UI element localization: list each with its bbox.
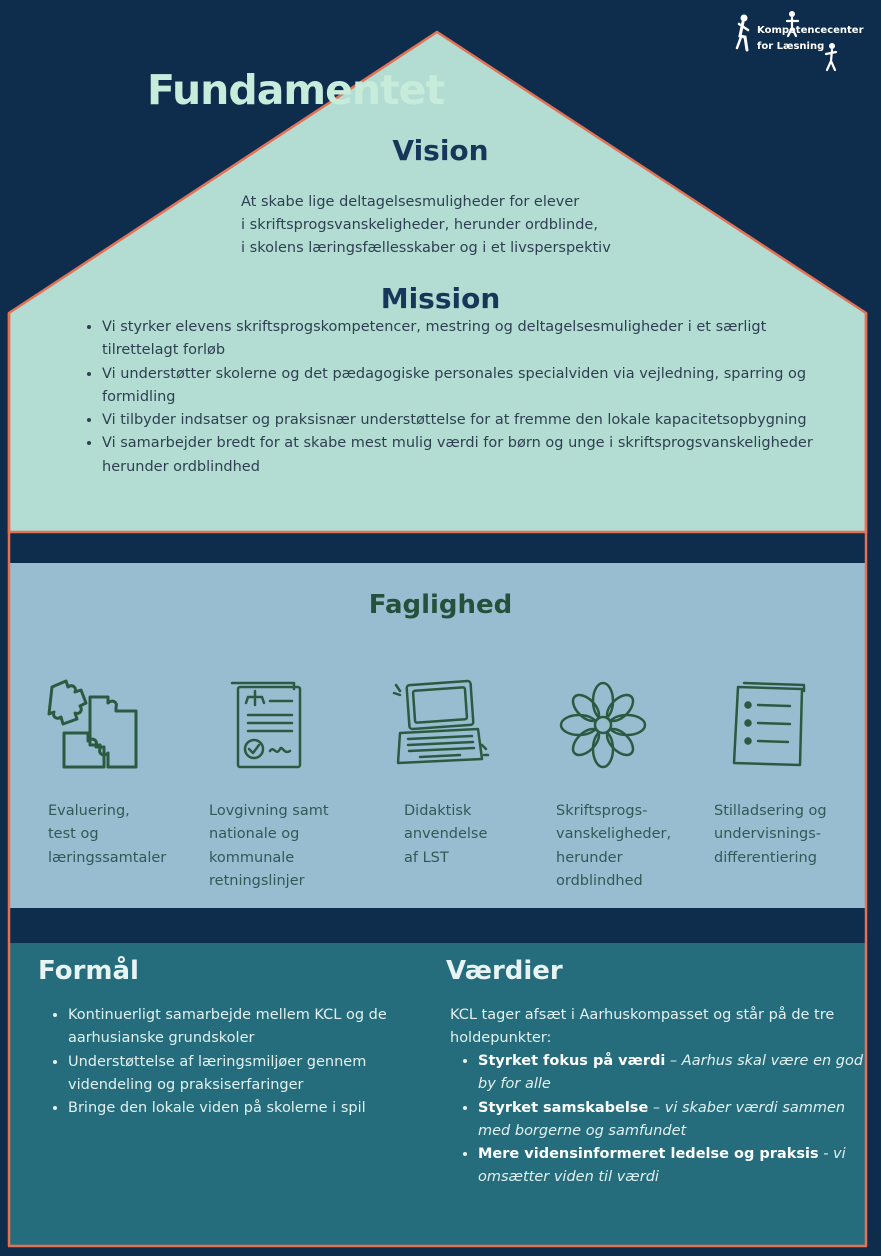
faglighed-label-stilladsering: Stilladsering og undervisnings- differentiering xyxy=(714,803,827,866)
formaal-list xyxy=(48,1004,438,1120)
vaerdier-item-text: – Aarhus skal være en god by for alle xyxy=(478,1053,864,1093)
document-certificate-icon xyxy=(220,675,320,775)
laptop-icon xyxy=(390,675,490,775)
formaal-item: • Understøttelse af læringsmiljøer gennem videndeling og praksiserfaringer xyxy=(68,1051,438,1098)
faglighed-heading: Faglighed xyxy=(368,590,513,620)
faglighed-label-skriftsprog: Skriftsprogs- vanskeligheder, herunder ordblindhed xyxy=(556,803,672,889)
vision-line: At skabe lige deltagelsesmuligheder for elever xyxy=(241,194,580,210)
mission-heading: Mission xyxy=(380,282,501,315)
formaal-heading: Formål xyxy=(38,956,139,986)
logo-line-2: for Læsning xyxy=(757,41,825,52)
formaal-item: • Bringe den lokale viden på skolerne i spil xyxy=(68,1097,438,1120)
vision-text xyxy=(241,191,801,260)
vaerdier-item-title: Mere vidensinformeret ledelse og praksis xyxy=(478,1146,819,1163)
vaerdier-intro: KCL tager afsæt i Aarhuskompasset og står på de tre holdepunkter: xyxy=(450,1007,835,1047)
vaerdier-item-title: Styrket fokus på værdi xyxy=(478,1053,666,1069)
faglighed-label-lovgivning: Lovgivning samt nationale og kommunale retningslinjer xyxy=(209,803,329,889)
vision-line: i skolens læringsfællesskaber og i et livsperspektiv xyxy=(241,240,611,256)
flower-icon xyxy=(553,675,653,775)
vaerdier-list xyxy=(460,1050,868,1190)
mission-item: • Vi tilbyder indsatser og praksisnær understøttelse for at fremme den lokale kapacitetsopbygning xyxy=(102,409,822,432)
vaerdier-item-text: – vi skaber værdi sammen med borgerne og samfundet xyxy=(478,1099,846,1139)
vision-line: i skriftsprogsvanskeligheder, herunder ordblinde, xyxy=(241,217,598,233)
faglighed-label-didaktisk: Didaktisk anvendelse af LST xyxy=(404,803,488,866)
vaerdier-item-text: - vi omsætter viden til værdi xyxy=(478,1146,846,1186)
vaerdier-item-title: Styrket samskabelse xyxy=(478,1099,649,1116)
mission-list xyxy=(82,316,822,479)
vaerdier-heading: Værdier xyxy=(446,956,563,986)
vaerdier-item xyxy=(478,1050,868,1097)
puzzle-icon xyxy=(44,675,144,775)
mission-item: • Vi understøtter skolerne og det pædagogiske personales specialviden via vejledning, sparring og formidling xyxy=(102,363,822,410)
vaerdier-item xyxy=(478,1143,868,1190)
logo-line-1: Kompetencecenter xyxy=(757,25,864,36)
mission-item: • Vi samarbejder bredt for at skabe mest mulig værdi for børn og unge i skriftsprogsvanskeligheder herunder ordblindhed xyxy=(102,432,822,479)
page-title: Fundamentet xyxy=(147,66,445,114)
formaal-item: • Kontinuerligt samarbejde mellem KCL og de aarhusianske grundskoler xyxy=(68,1004,438,1051)
checklist-icon xyxy=(718,675,818,775)
vision-heading: Vision xyxy=(392,134,489,167)
mission-item: • Vi styrker elevens skriftsprogskompetencer, mestring og deltagelsesmuligheder i et særligt tilrettelagt forløb xyxy=(102,316,822,363)
kcl-logo xyxy=(735,10,870,75)
reading-figures-icon xyxy=(735,10,765,70)
vaerdier-item xyxy=(478,1097,868,1144)
faglighed-label-evaluering: Evaluering, test og læringssamtaler xyxy=(48,803,167,866)
